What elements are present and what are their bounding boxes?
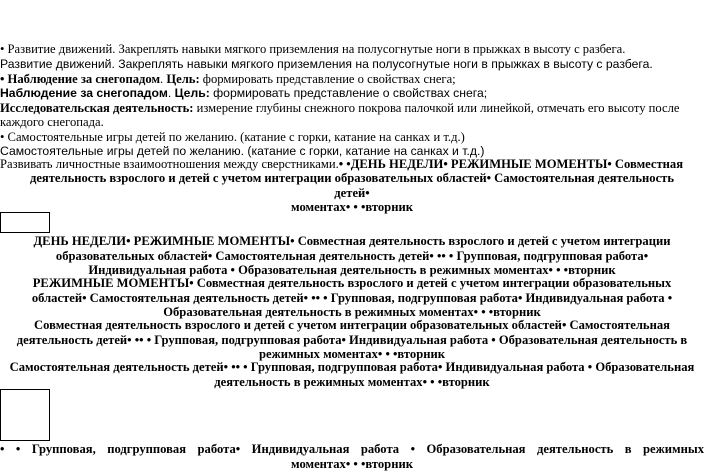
schedule-block-5: Самостоятельная деятельность детей• •• • Групповая, подгрупповая работа• Индивидуальная работа • Образовательная деятельность в режимных моментах• • •вторник (9, 360, 695, 389)
day-header: • •ДЕНЬ НЕДЕЛИ• РЕЖИМНЫЕ МОМЕНТЫ• Совместная (338, 157, 684, 171)
text-line-3 (0, 72, 704, 87)
schedule-block-4: Совместная деятельность взрослого и детей с учетом интеграции образовательных областей• Самостоятельная деятельность детей• •• • Групповая, подгрупповая работа• Индивидуальная работа • Образовательная деятельность в режимных моментах• • •вторник (16, 318, 688, 362)
empty-cell (0, 389, 50, 441)
empty-cell (0, 212, 50, 233)
text-line-9 (0, 157, 704, 172)
schedule-line: деятельность взрослого и детей с учетом интеграции образовательных областей• Самостоятельная деятельность (29, 171, 675, 185)
research-label: Исследовательская деятельность: (0, 101, 194, 115)
develop-text: Развивать личностные взаимоотношения между сверстниками. (0, 157, 339, 171)
observation-title: Наблюдение за снегопадом (0, 86, 168, 100)
text-line-2: Развитие движений. Закреплять навыки мягкого приземления на полусогнутые ноги в прыжках в высоту с разбега. (0, 57, 653, 71)
schedule-block-3: РЕЖИМНЫЕ МОМЕНТЫ• Совместная деятельность взрослого и детей с учетом интеграции образовательных областей• Самостоятельная деятельность детей• •• • Групповая, подгрупповая работа• Индивидуальная работа • Образовательная деятельность в режимных моментах• • •вторник (31, 276, 673, 320)
text-line-8: Самостоятельные игры детей по желанию. (катание с горки, катание на санках и т.д.) (0, 144, 485, 158)
schedule-line: моментах• • •вторник (291, 456, 413, 471)
schedule-block-1 (0, 171, 704, 215)
text-line-6: каждого снегопада. (0, 115, 104, 129)
text-line-7: • Самостоятельные игры детей по желанию. (катание с горки, катание на санках и т.д.) (0, 130, 465, 144)
text-line-1: • Развитие движений. Закреплять навыки мягкого приземления на полусогнутые ноги в прыжках в высоту с разбега. (0, 42, 626, 56)
text-line-4 (0, 86, 704, 101)
goal-label: Цель: (174, 86, 210, 100)
observation-title: • Наблюдение за снегопадом (0, 72, 161, 86)
schedule-block-6 (0, 442, 704, 471)
schedule-block-2: ДЕНЬ НЕДЕЛИ• РЕЖИМНЫЕ МОМЕНТЫ• Совместная деятельность взрослого и детей с учетом интеграции образовательных областей• Самостоятельная деятельность детей• •• • Групповая, подгрупповая работа• Индивидуальная работа • Образовательная деятельность в режимных моментах• • •вторник (33, 234, 671, 278)
goal-text: формировать представление о свойствах снега; (209, 86, 488, 100)
sep: . (167, 86, 175, 100)
text-line-5 (0, 101, 704, 116)
schedule-line: • • Групповая, подгрупповая работа• Индивидуальная работа • Образовательная деятельность в режимных (0, 442, 704, 456)
research-text: измерение глубины снежного покрова палочкой или линейкой, отмечать его высоту после (193, 101, 680, 115)
goal-text: формировать представление о свойствах снега; (199, 72, 456, 86)
goal-label: Цель: (166, 72, 200, 86)
schedule-line: детей• (334, 185, 370, 200)
schedule-line: моментах• • •вторник (291, 200, 413, 215)
sep: . (160, 72, 167, 86)
